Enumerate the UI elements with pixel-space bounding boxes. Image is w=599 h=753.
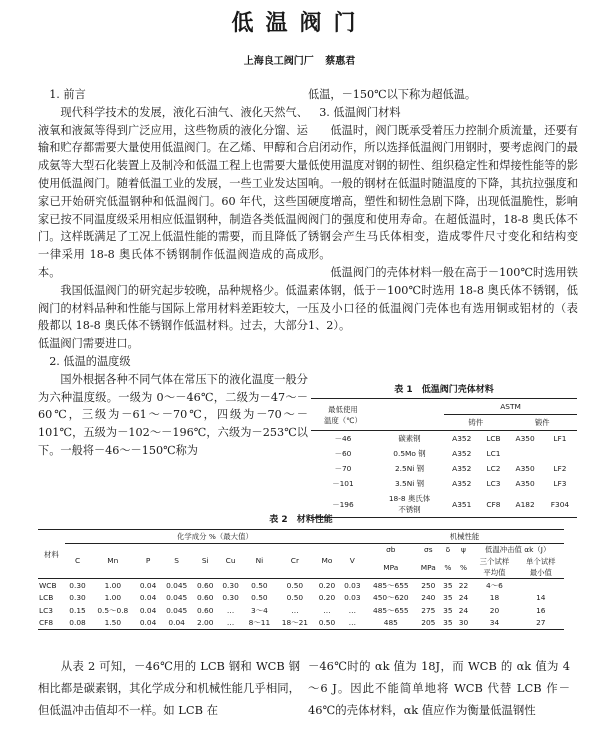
table-cell: 0.30: [222, 593, 239, 603]
paragraph: 我国低温阀门的研究起步较晚，品种规格少。低温阀门的材料品种和性能与国际上常用材料差距较大，一般都以 18-8 奥氏体不锈钢作低温材料。过去，大部分低温阀门需要进口。: [38, 283, 308, 351]
t2-unit: %: [440, 556, 456, 579]
t2-header-mech: 机械性能: [365, 530, 564, 544]
table-cell: 3.5Ni 钢: [394, 479, 425, 488]
table-cell: －46: [334, 434, 352, 443]
table-cell: 35: [443, 605, 453, 615]
t1-header-temp: [311, 399, 375, 431]
section-heading: 2. 低温的温度级: [49, 354, 131, 368]
table-row: [38, 592, 564, 605]
table-cell: 35: [443, 593, 453, 603]
t2-impact-sub: [471, 556, 517, 579]
table-cell: 18-8 奥氏体 不锈钢: [388, 494, 431, 514]
table2-caption: 表 2 材料性能: [269, 515, 333, 525]
table-cell: 碳素钢: [398, 434, 421, 443]
table-shell-materials: [311, 398, 577, 518]
table-cell: 1.00: [104, 580, 122, 590]
t2-el: Cr: [276, 543, 315, 579]
table-row: [38, 579, 564, 592]
table-material-properties: [38, 529, 564, 630]
table-row: [311, 431, 577, 447]
table-cell: 0.60: [197, 580, 214, 590]
table-cell: 240: [421, 593, 436, 603]
t2-el: Mo: [314, 543, 339, 579]
table-cell: …: [348, 618, 356, 628]
table-cell: 0.03: [344, 593, 361, 603]
table-cell: 450～620: [373, 593, 409, 603]
table-row: [311, 461, 577, 476]
table-cell: CF8: [486, 499, 501, 509]
table-cell: [507, 446, 542, 461]
table-cell: 0.04: [139, 605, 157, 615]
author-name: 蔡惠君: [325, 56, 356, 67]
author-org: 上海良工阀门厂: [243, 56, 314, 67]
table-row: [38, 604, 564, 617]
paragraph: 低温，－150℃以下称为超低温。: [308, 88, 477, 101]
table-cell: LC2: [486, 464, 501, 473]
table-cell: 485～655: [373, 605, 409, 615]
table-cell: 275: [421, 605, 436, 615]
table-row: [311, 476, 577, 491]
t2-mech: σs: [424, 545, 433, 555]
table-cell: 35: [443, 618, 453, 628]
table-cell: [543, 446, 577, 461]
table-cell: －70: [334, 464, 352, 473]
section-heading: 3. 低温阀门材料: [319, 105, 401, 119]
table-cell: A182: [515, 499, 535, 509]
table-cell: 14: [536, 593, 546, 603]
table-cell: －196: [332, 499, 354, 509]
t2-impact-head: 低温冲击值 αk（J）: [484, 545, 551, 555]
table-cell: 0.30: [69, 593, 86, 603]
t2-unit: MPa: [365, 556, 417, 579]
table-cell: 35: [443, 580, 453, 590]
table-cell: F304: [550, 499, 570, 509]
paragraph: 低温时，阀门既承受着压力控制介质流量，还要有启闭动作，所以选择低温阀门用钢时，要考虑阀门的最低使用温度对钢的韧性、组织稳定性和焊接性能等的影响。一般的钢材在低温时随温度的下降，其抗拉强度和硬度增高，塑性和韧性急剧下降，出现低温脆性，影响阀门的强度和使用寿命。在超低温时，18-8 奥氏体不锈钢会产生马氏体相变，造成零件尺寸变化和结构变形。: [308, 123, 578, 262]
table-cell: A352: [452, 479, 472, 488]
bottom-left-text: [38, 655, 300, 721]
table-cell: 20: [489, 605, 500, 615]
table-cell: 485: [383, 618, 398, 628]
table-cell: 0.08: [69, 618, 86, 628]
table-cell: 3～4: [251, 605, 268, 615]
t2-mech: δ: [445, 545, 451, 555]
paragraph: 低温阀门的壳体材料一般在高于－100℃时选用铁素体钢，低于－100℃时选用 18-8 奥氏体不锈钢，低压及小口径的低温阀门壳体也有选用铜或铝材的（表 1、2）。: [308, 265, 578, 333]
table-cell: A350: [515, 479, 535, 488]
table-cell: 205: [421, 618, 436, 628]
t1-header-forging: 锻件: [507, 415, 577, 431]
table-cell: 0.04: [139, 618, 157, 628]
table-cell: 24: [458, 593, 469, 603]
table-cell: 0.045: [166, 593, 188, 603]
table-cell: 16: [536, 605, 546, 615]
paragraph: －46℃时的 αk 值为 18J，而 WCB 的 αk 值为 4～6 J。因此不能简单地将 WCB 代替 LCB 作－46℃的壳体材料，αk 值应作为衡量低温钢性: [308, 659, 570, 717]
table-cell: 485～655: [373, 580, 409, 590]
table-cell: A352: [452, 434, 472, 443]
table-cell: 0.50: [318, 618, 336, 628]
t2-el: P: [135, 543, 160, 579]
table1-caption: 表 1 低温阀门壳体材料: [394, 385, 494, 395]
table-cell: 0.30: [69, 580, 86, 590]
table-cell: LCB: [39, 593, 54, 603]
table-cell: 250: [421, 580, 436, 590]
table-cell: 1.00: [104, 593, 122, 603]
left-column: [38, 86, 308, 460]
table-cell: 0.03: [344, 580, 361, 590]
table-cell: 0.50: [286, 580, 304, 590]
table-cell: 0.045: [166, 605, 188, 615]
table-cell: 0.50: [251, 593, 268, 603]
table-cell: A350: [515, 434, 535, 443]
table-cell: 22: [458, 580, 469, 590]
table-cell: 0.20: [318, 580, 336, 590]
table-cell: 34: [489, 618, 500, 628]
table-cell: 0.30: [222, 580, 239, 590]
t2-impact-sub: [518, 556, 564, 579]
table-cell: 0.5～0.8: [97, 605, 129, 615]
table-cell: 18～21: [281, 618, 308, 628]
table-cell: CF8: [39, 618, 54, 628]
table-cell: 0.50: [286, 593, 304, 603]
table-cell: WCB: [39, 580, 57, 590]
t2-mech: ψ: [461, 545, 466, 555]
table-cell: 24: [458, 605, 469, 615]
t2-el: Si: [193, 543, 218, 579]
author-line: [0, 52, 599, 67]
table-cell: 1.50: [104, 618, 122, 628]
table-cell: …: [348, 605, 356, 615]
t1-header-casting: 铸件: [444, 415, 507, 431]
paragraph: 现代科学技术的发展，液化石油气、液化天然气、液氧和液氮等得到广泛应用，这些物质的液化分馏、运输和贮存都需要大量使用低温阀门。在乙烯、甲醇和合成氨等大型石化装置上及制冷和低温工程上也需要大量使用低温阀门。随着低温工业的发展，一些工业发达国家已开始研究低温钢种和低温阀门。60 年代，这些国家已按不同温度级采用相应低温钢种，制造各类低温阀门。这样既满足了工况上低温性能的需要，而且降低了一律采用 18-8 奥氏体不锈钢制作低温阀造成的高成本。: [38, 105, 308, 279]
table-cell: 27: [536, 618, 546, 628]
t1-header-steel: [375, 399, 444, 431]
table-cell: －101: [332, 479, 354, 488]
table-cell: 0.50: [251, 580, 268, 590]
table-cell: 0.04: [139, 580, 157, 590]
table-cell: A351: [452, 499, 472, 509]
paragraph: 国外根据各种不同气体在常压下的液化温度一般分为六种温度级。一级为 0～－46℃，二级为－47～－60℃，三级为－61～－70℃，四级为－70～－101℃，五级为－102～－196℃，六级为－253℃以下。一般将－46～－150℃称为: [38, 372, 308, 457]
t2-header-material: 材料: [38, 530, 65, 579]
bottom-right-text: [308, 655, 570, 721]
table-cell: 2.00: [197, 618, 214, 628]
table-row: [311, 446, 577, 461]
table-cell: 8～11: [248, 618, 271, 628]
t2-el: Cu: [218, 543, 243, 579]
table-cell: 30: [458, 618, 469, 628]
paragraph: 从表 2 可知，－46℃用的 LCB 钢和 WCB 钢相比都是碳素钢，其化学成分和机械性能几乎相同，但低温冲击值却不一样。如 LCB 在: [38, 659, 300, 717]
section-heading: 1. 前言: [49, 88, 86, 101]
table-cell: …: [323, 605, 331, 615]
t2-mech: σb: [386, 545, 396, 555]
table-cell: A352: [452, 449, 472, 458]
t2-impact-sub-label: 单个试样: [526, 557, 556, 566]
table-cell: －60: [334, 449, 352, 458]
t1-header-temp-line1: 最低使用: [328, 404, 358, 414]
t2-el: S: [161, 543, 193, 579]
table-cell: 0.045: [166, 580, 188, 590]
table-cell: LC1: [486, 449, 501, 458]
table-cell: LC3: [39, 605, 53, 615]
table-cell: A352: [452, 464, 472, 473]
table-cell: [518, 579, 564, 592]
t2-el: V: [340, 543, 365, 579]
table-row: [38, 617, 564, 630]
t2-el: Mn: [90, 543, 135, 579]
table-cell: LF3: [553, 479, 567, 488]
table-cell: 0.5Mo 钢: [393, 449, 426, 458]
t2-unit: MPa: [417, 556, 440, 579]
table-cell: LCB: [486, 434, 501, 443]
table-cell: 0.15: [69, 605, 86, 615]
table-cell: 2.5Ni 钢: [394, 464, 425, 473]
t2-unit: %: [456, 556, 472, 579]
t2-el: Ni: [243, 543, 275, 579]
table-cell: …: [291, 605, 299, 615]
t2-header-chem: 化学成分 %（最大值）: [65, 530, 365, 544]
right-column: [308, 86, 578, 335]
table-cell: 0.04: [139, 593, 157, 603]
table-cell: 0.20: [318, 593, 336, 603]
table-cell: …: [226, 618, 235, 628]
t1-header-astm: ASTM: [444, 399, 577, 415]
table-cell: 0.60: [197, 593, 214, 603]
page-title: 低温阀门: [231, 11, 368, 36]
table-cell: LC3: [486, 479, 501, 488]
table-cell: 18: [489, 593, 500, 603]
t2-el: C: [65, 543, 90, 579]
table-cell: LF2: [553, 464, 567, 473]
table-cell: …: [226, 605, 235, 615]
table-cell: A350: [515, 464, 535, 473]
t2-impact-sub-label: 最小值: [529, 568, 552, 577]
table-cell: LF1: [553, 434, 567, 443]
t2-impact-sub-label: 三个试样: [479, 557, 510, 566]
t1-header-temp-line2: 温度（℃）: [324, 415, 362, 425]
t2-impact-sub-label: 平均值: [483, 568, 506, 577]
table-cell: 4～6: [486, 580, 503, 590]
table-cell: 0.04: [168, 618, 185, 628]
table-cell: 0.60: [197, 605, 214, 615]
